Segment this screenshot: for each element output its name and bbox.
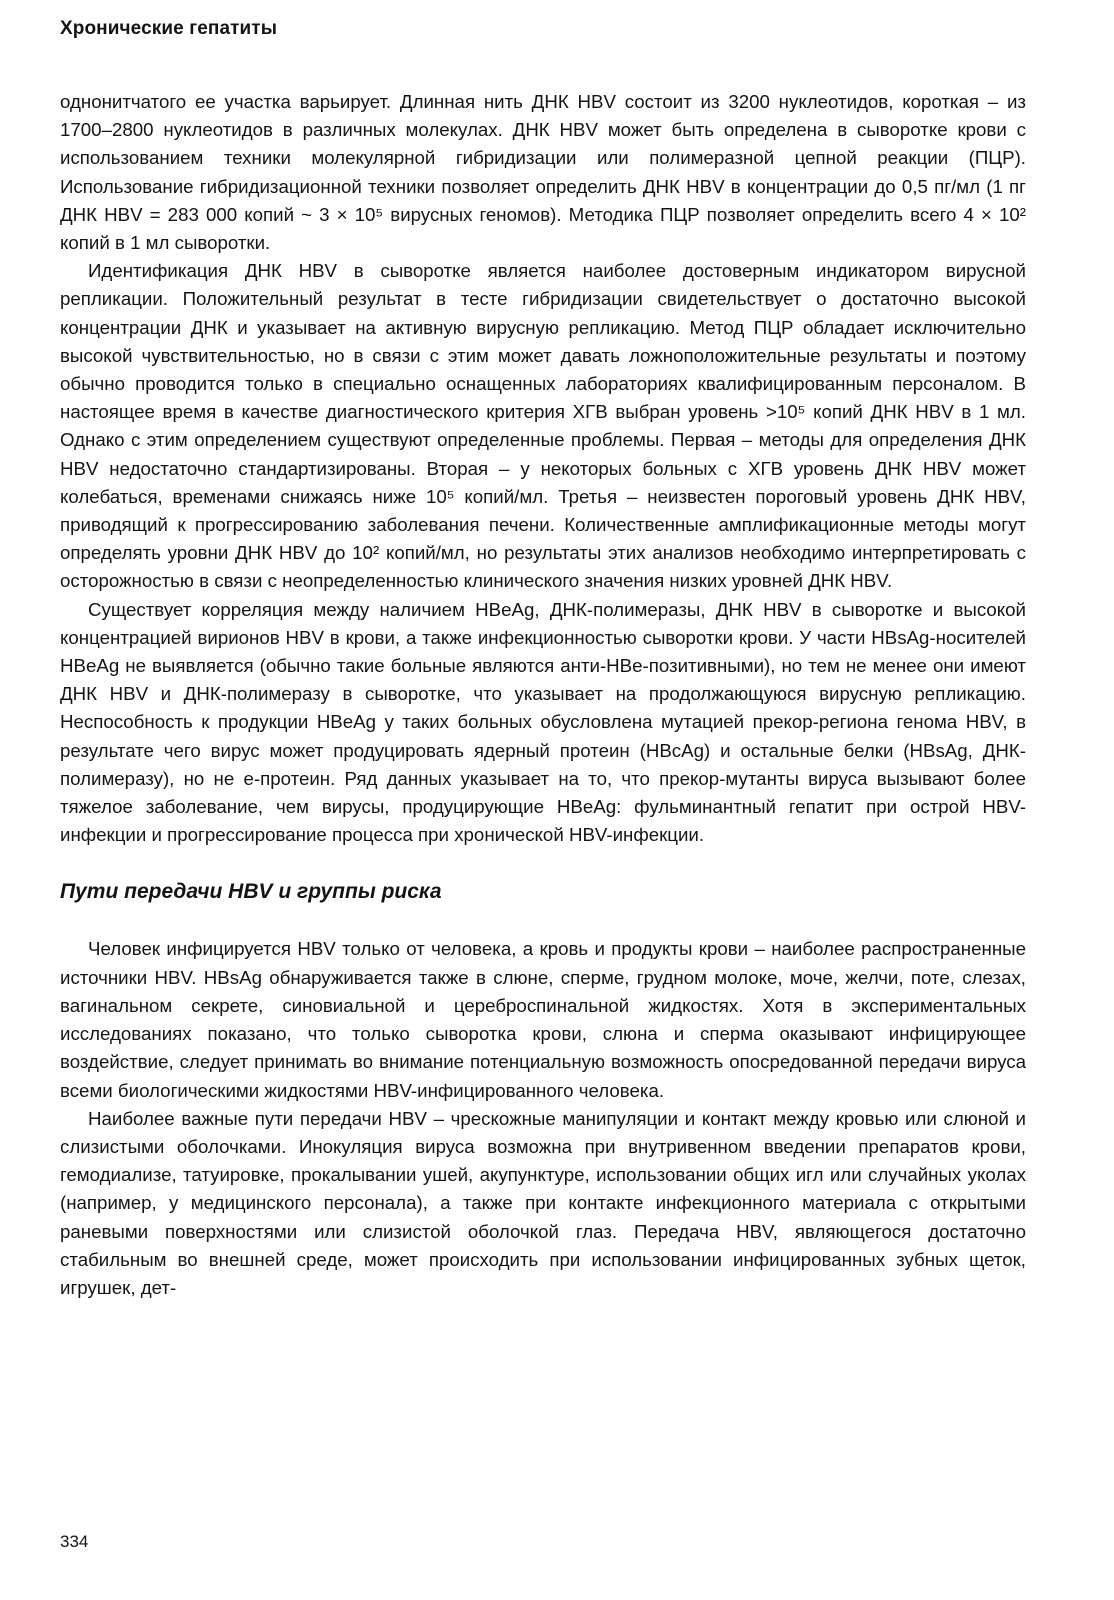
running-head: Хронические гепатиты [60, 18, 278, 39]
paragraph-2: Идентификация ДНК HBV в сыворотке является наиболее достоверным индикатором вирусной репликации. Положительный результат в тесте гибридизации свидетельствует о достаточно высокой концентрации ДНК и указывает на активную вирусную репликацию. Метод ПЦР обладает исключительно высокой чувствительностью, но в связи с этим может давать ложноположительные результаты и поэтому обычно проводится только в специально оснащенных лабораториях квалифицированным персоналом. В настоящее время в качестве диагностического критерия ХГВ выбран уровень >10⁵ копий ДНК HBV в 1 мл. Однако с этим определением существуют определенные проблемы. Первая – методы для определения ДНК HBV недостаточно стандартизированы. Вторая – у некоторых больных с ХГВ уровень ДНК HBV может колебаться, временами снижаясь ниже 10⁵ копий/мл. Третья – неизвестен пороговый уровень ДНК HBV, приводящий к прогрессированию заболевания печени. Количественные амплификационные методы могут определять уровни ДНК HBV до 10² копий/мл, но результаты этих анализов необходимо интерпретировать с осторожностью в связи с неопределенностью клинического значения низких уровней ДНК HBV. [60, 260, 1026, 592]
section-heading: Пути передачи HBV и группы риска [60, 880, 442, 904]
paragraph-4: Человек инфицируется HBV только от человека, а кровь и продукты крови – наиболее распространенные источники HBV. HBsAg обнаруживается также в слюне, сперме, грудном молоке, моче, желчи, поте, слезах, вагинальном секрете, синовиальной и цереброспинальной жидкостях. Хотя в экспериментальных исследованиях показано, что только сыворотка крови, слюна и сперма оказывают инфицирующее воздействие, следует принимать во внимание потенциальную возможность опосредованной передачи вируса всеми биологическими жидкостями HBV-инфицированного человека. [60, 938, 1026, 1101]
page-number: 334 [60, 1532, 89, 1551]
paragraph-5: Наиболее важные пути передачи HBV – чрескожные манипуляции и контакт между кровью или слюной и слизистыми оболочками. Инокуляция вируса возможна при внутривенном введении препаратов крови, гемодиализе, татуировке, прокалывании ушей, акупунктуре, использовании общих игл или случайных уколах (например, у медицинского персонала), а также при контакте инфекционного материала с открытыми раневыми поверхностями или слизистой оболочкой глаз. Передача HBV, являющегося достаточно стабильным во внешней среде, может происходить при использовании инфицированных зубных щеток, игрушек, дет- [60, 1107, 1026, 1298]
text-column [60, 88, 1026, 1302]
paragraph-1: однонитчатого ее участка варьирует. Длинная нить ДНК HBV состоит из 3200 нуклеотидов, короткая – из 1700–2800 нуклеотидов в различных молекулах. ДНК HBV может быть определена в сыворотке крови с использованием техники молекулярной гибридизации или полимеразной цепной реакции (ПЦР). Использование гибридизационной техники позволяет определить ДНК HBV в концентрации до 0,5 пг/мл (1 пг ДНК HBV = 283 000 копий ~ 3 × 10⁵ вирусных геномов). Методика ПЦР позволяет определить всего 4 × 10² копий в 1 мл сыворотки. [60, 91, 1026, 254]
paragraph-3: Существует корреляция между наличием HBeAg, ДНК-полимеразы, ДНК HBV в сыворотке и высокой концентрацией вирионов HBV в крови, а также инфекционностью сыворотки крови. У части HBsAg-носителей HBeAg не выявляется (обычно такие больные являются анти-HBe-позитивными), но тем не менее они имеют ДНК HBV и ДНК-полимеразу в сыворотке, что указывает на продолжающуюся вирусную репликацию. Неспособность к продукции HBeAg у таких больных обусловлена мутацией прекор-региона генома HBV, в результате чего вирус может продуцировать ядерный протеин (HBcAg) и остальные белки (HBsAg, ДНК-полимеразу), но не е-протеин. Ряд данных указывает на то, что прекор-мутанты вируса вызывают более тяжелое заболевание, чем вирусы, продуцирующие HBeAg: фульминантный гепатит при острой HBV-инфекции и прогрессирование процесса при хронической HBV-инфекции. [60, 598, 1026, 846]
